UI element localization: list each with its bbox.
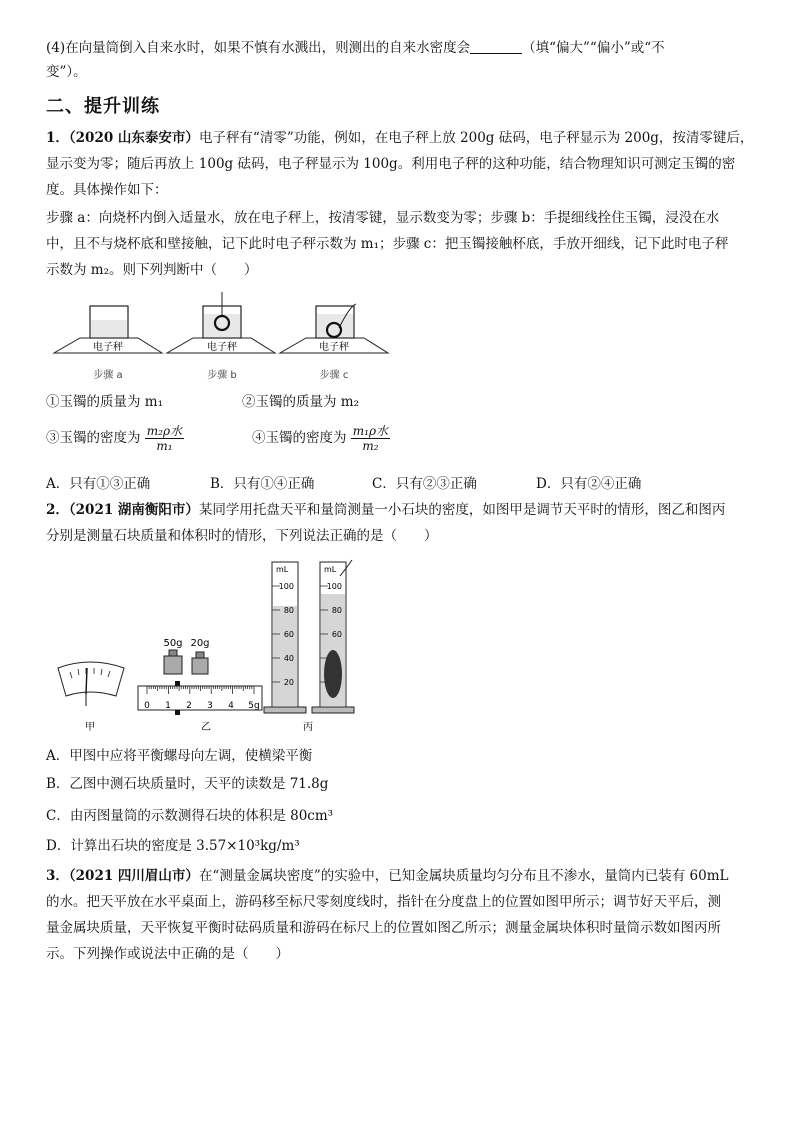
- fraction-numerator: m₁ρ水: [352, 424, 389, 438]
- rider-ruler: [138, 681, 262, 715]
- caption-yi: 乙: [201, 722, 211, 733]
- weight-50g-label: 50g: [163, 638, 183, 649]
- prev-question-line-2: 变”）。: [46, 64, 87, 80]
- step-c-caption: 步骤 c: [319, 370, 349, 381]
- scale-label: 电子秤: [319, 342, 349, 353]
- q1-statement-3-fraction: [145, 424, 184, 453]
- q1-statement-3-prefix: ③玉镯的密度为: [46, 430, 141, 446]
- q1-line-3: 度。具体操作如下：: [46, 182, 168, 198]
- q2-figure-balance-cylinders: [50, 556, 360, 736]
- q2-option-a[interactable]: A．甲图中应将平衡螺母向左调，使横梁平衡: [46, 748, 313, 764]
- q2-source: （2021 湖南衡阳市）: [68, 502, 199, 518]
- svg-text:80: 80: [331, 606, 342, 615]
- q2-option-d[interactable]: D．计算出石块的密度是 3.57×10³kg/m³: [46, 838, 300, 854]
- svg-text:4: 4: [228, 701, 234, 711]
- balance-dial: [58, 662, 124, 706]
- q1-text-1: 电子秤有“清零”功能，例如，在电子秤上放 200g 砝码，电子秤显示为 200g，按清零键后，: [198, 130, 754, 146]
- svg-text:1: 1: [165, 701, 171, 711]
- weights: [163, 638, 209, 674]
- q1-number: 1．: [46, 130, 69, 146]
- q1-line-5: 中，且不与烧杯底和壁接触，记下此时电子秤示数为 m₁；步骤 c：把玉镯接触杯底，手放开细线，记下此时电子秤: [46, 236, 729, 252]
- prev-question-line-1: [46, 38, 753, 58]
- q2-text-1: 某同学用托盘天平和量筒测量一小石块的密度，如图甲是调节天平时的情形，图乙和图丙: [198, 502, 726, 518]
- q1-statement-4: [252, 424, 390, 453]
- q1-line-6: 示数为 m₂。则下列判断中（ ）: [46, 262, 258, 278]
- scale-label: 电子秤: [207, 342, 237, 353]
- q1-option-b[interactable]: B．只有①④正确: [210, 476, 315, 492]
- q1-option-c[interactable]: C．只有②③正确: [372, 476, 477, 492]
- svg-text:5g: 5g: [248, 701, 260, 711]
- q2-number: 2．: [46, 502, 69, 518]
- caption-jia: 甲: [85, 722, 95, 733]
- svg-text:100: 100: [326, 582, 342, 591]
- q1-statement-4-prefix: ④玉镯的密度为: [252, 430, 347, 446]
- fraction-numerator: m₂ρ水: [146, 424, 183, 438]
- step-a-caption: 步骤 a: [93, 370, 123, 381]
- q1-statement-4-fraction: [351, 424, 390, 453]
- step-b-caption: 步骤 b: [207, 370, 237, 381]
- section-title: 二、提升训练: [46, 96, 160, 117]
- graduated-cylinder-2: [312, 560, 354, 713]
- svg-text:mL: mL: [276, 565, 289, 574]
- fraction-denominator: m₁: [156, 439, 173, 453]
- scale-step-c: [280, 304, 388, 353]
- q1-option-a[interactable]: A．只有①③正确: [46, 476, 151, 492]
- svg-text:2: 2: [186, 701, 192, 711]
- caption-bing: 丙: [303, 722, 313, 733]
- q1-line-2: 显示变为零；随后再放上 100g 砝码，电子秤显示为 100g。利用电子秤的这种功能，结合物理知识可测定玉镯的密: [46, 156, 736, 172]
- q3-line-4: 示。下列操作或说法中正确的是（ ）: [46, 946, 289, 962]
- q1-statement-3: [46, 424, 184, 453]
- answer-blank[interactable]: [470, 39, 522, 54]
- q3-line-1: [46, 866, 753, 886]
- svg-text:80: 80: [283, 606, 294, 615]
- svg-text:60: 60: [283, 630, 294, 639]
- weight-20g-label: 20g: [190, 638, 210, 649]
- svg-text:20: 20: [283, 678, 294, 687]
- svg-text:3: 3: [207, 701, 213, 711]
- svg-text:100: 100: [278, 582, 294, 591]
- svg-text:mL: mL: [324, 565, 337, 574]
- prev-question-tail: （填“偏大”“偏小”或“不: [522, 40, 665, 56]
- svg-text:60: 60: [331, 630, 342, 639]
- q2-line-1: [46, 500, 753, 520]
- q3-line-3: 量金属块质量，天平恢复平衡时砝码质量和游码在标尺上的位置如图乙所示；测量金属块体积时量筒示数如图丙所: [46, 920, 721, 936]
- scale-step-a: [54, 306, 162, 353]
- scale-step-b: [167, 292, 275, 353]
- q1-source: （2020 山东泰安市）: [68, 130, 199, 146]
- q1-line-1: [46, 128, 753, 148]
- q2-option-b[interactable]: B．乙图中测石块质量时，天平的读数是 71.8g: [46, 776, 329, 792]
- q1-figure-scales: [50, 292, 395, 387]
- q3-number: 3．: [46, 868, 69, 884]
- fraction-denominator: m₂: [362, 439, 379, 453]
- q2-option-c[interactable]: C．由丙图量筒的示数测得石块的体积是 80cm³: [46, 808, 334, 824]
- prev-question-text: (4)在向量筒倒入自来水时，如果不慎有水溅出，则测出的自来水密度会: [46, 40, 471, 56]
- svg-text:40: 40: [283, 654, 294, 663]
- q1-statement-1: ①玉镯的质量为 m₁: [46, 394, 164, 410]
- q1-option-d[interactable]: D．只有②④正确: [536, 476, 642, 492]
- q3-text-1: 在“测量金属块密度”的实验中，已知金属块质量均匀分布且不渗水，量筒内已装有 60mL: [198, 868, 729, 884]
- q3-source: （2021 四川眉山市）: [68, 868, 199, 884]
- svg-text:0: 0: [144, 701, 150, 711]
- q2-line-2: 分别是测量石块质量和体积时的情形，下列说法正确的是（ ）: [46, 528, 438, 544]
- q1-statement-2: ②玉镯的质量为 m₂: [242, 394, 360, 410]
- q3-line-2: 的水。把天平放在水平桌面上，游码移至标尺零刻度线时，指针在分度盘上的位置如图甲所示；调节好天平后，测: [46, 894, 721, 910]
- scale-label: 电子秤: [93, 342, 123, 353]
- q1-line-4: 步骤 a：向烧杯内倒入适量水，放在电子秤上，按清零键，显示数变为零；步骤 b：手提细线拴住玉镯，浸没在水: [46, 210, 720, 226]
- graduated-cylinder-1: [264, 562, 306, 713]
